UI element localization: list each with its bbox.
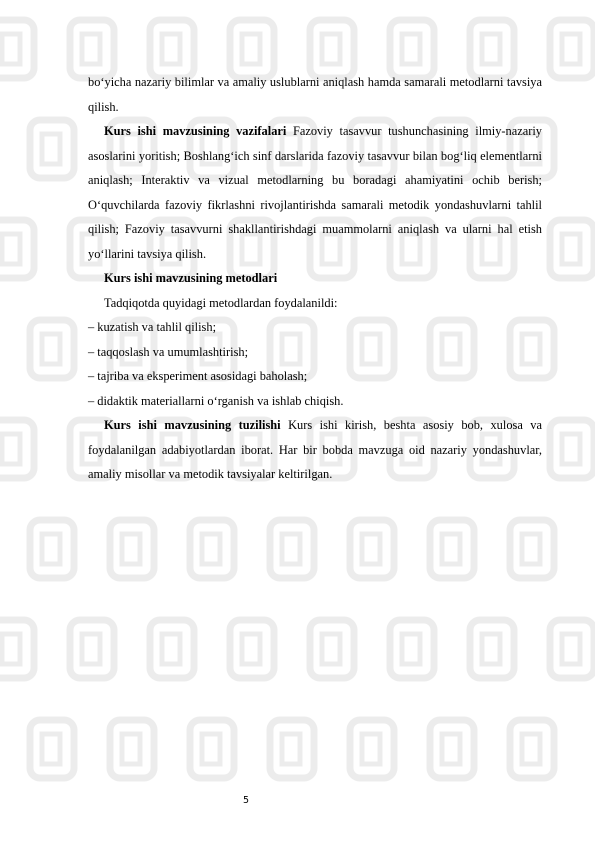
- structure-heading: Kurs ishi mavzusining tuzilishi: [104, 418, 281, 432]
- structure-body: Kurs ishi kirish, beshta asosiy bob, xulosa va foydalanilgan adabiyotlardan iborat. Har bir bobda mavzuga oid nazariy yondashuvlar, amaliy misollar va metodik tavsiyalar keltirilgan.: [88, 418, 542, 481]
- list-item: – kuzatish va tahlil qilish;: [88, 320, 217, 334]
- page-body: [88, 70, 542, 487]
- paragraph-objectives: [88, 119, 542, 266]
- page-number: 5: [243, 795, 250, 806]
- objectives-heading: Kurs ishi mavzusining vazifalari: [104, 124, 287, 138]
- list-item: – taqqoslash va umumlashtirish;: [88, 344, 249, 359]
- list-item: – tajriba va eksperiment asosidagi baholash;: [88, 369, 308, 383]
- methods-heading: Kurs ishi mavzusining metodlari: [104, 271, 278, 285]
- methods-intro: Tadqiqotda quyidagi metodlardan foydalanildi:: [104, 295, 338, 310]
- objectives-body: Fazoviy tasavvur tushunchasining ilmiy-nazariy asoslarini yoritish; Boshlang‘ich sinf darslarida fazoviy tasavvur bilan bog‘liq elementlarni aniqlash; Interaktiv va vizual metodlarning bu boradagi ahamiyatini ochib berish; O‘quvchilarda fazoviy fikrlashni rivojlantirishda samarali metodik yondashuvlarni tahlil qilish; Fazoviy tasavvurni shakllantirishdagi muammolarni aniqlash va ularni hal etish yo‘llarini tavsiya qilish.: [88, 124, 542, 261]
- list-item: – didaktik materiallarni o‘rganish va ishlab chiqish.: [88, 393, 344, 408]
- paragraph-structure: [88, 413, 542, 487]
- paragraph-intro-continuation: bo‘yicha nazariy bilimlar va amaliy uslublarni aniqlash hamda samarali metodlarni tavsiya qilish.: [88, 75, 542, 114]
